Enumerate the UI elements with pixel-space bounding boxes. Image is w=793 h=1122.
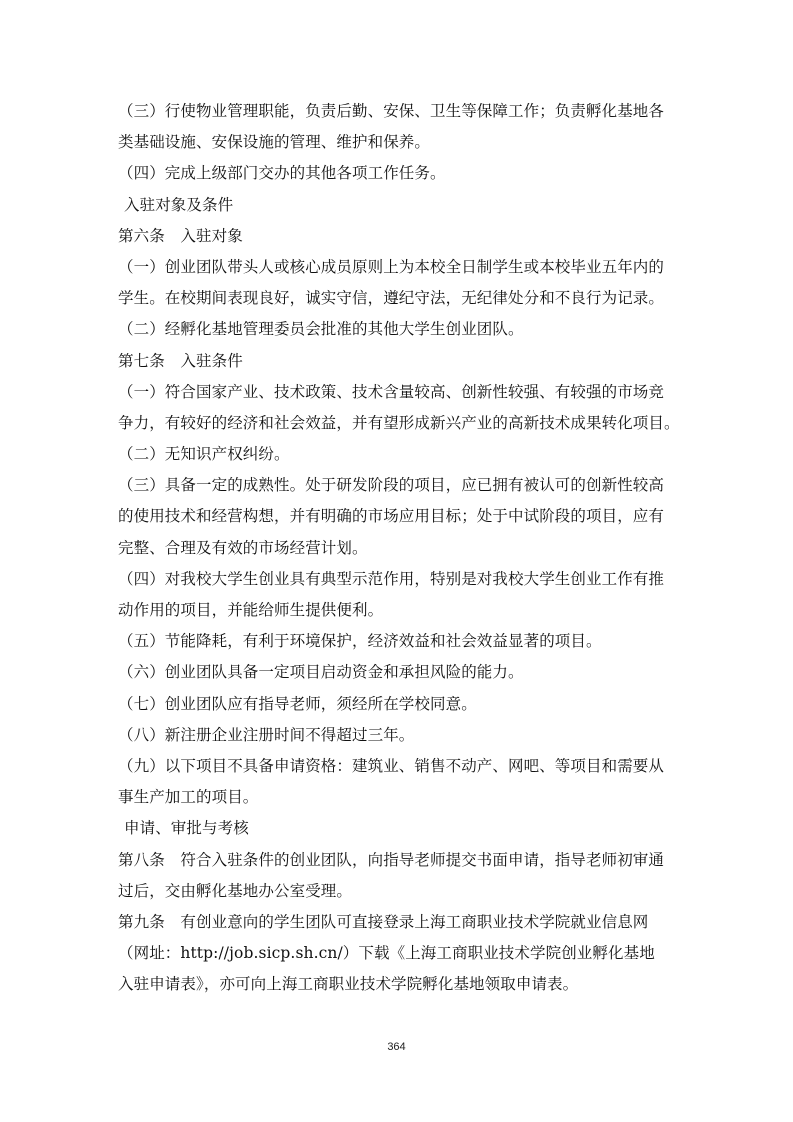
text-line: （七）创业团队应有指导老师，须经所在学校同意。 [118,694,477,713]
text-line: （四）完成上级部门交办的其他各项工作任务。 [118,164,446,183]
text-line: 第八条 符合入驻条件的创业团队，向指导老师提交书面申请，指导老师初审通 [118,850,665,869]
section-heading: 申请、审批与考核 [124,819,249,838]
text-line: 争力，有较好的经济和社会效益，并有望形成新兴产业的高新技术成果转化项目。 [118,413,680,432]
text-line: （六）创业团队具备一定项目启动资金和承担风险的能力。 [118,663,524,682]
text-line: （四）对我校大学生创业具有典型示范作用，特别是对我校大学生创业工作有推 [118,569,665,588]
text-line: 第九条 有创业意向的学生团队可直接登录上海工商职业技术学院就业信息网 [118,912,649,931]
text-line: （九）以下项目不具备申请资格：建筑业、销售不动产、网吧、等项目和需要从 [118,756,665,775]
text-line: 类基础设施、安保设施的管理、维护和保养。 [118,133,431,152]
section-heading: 入驻对象及条件 [124,195,234,214]
text-line: （一）创业团队带头人或核心成员原则上为本校全日制学生或本校毕业五年内的 [118,257,665,276]
text-line: 的使用技术和经营构想，并有明确的市场应用目标；处于中试阶段的项目，应有 [118,507,665,526]
text-line: 学生。在校期间表现良好，诚实守信，遵纪守法，无纪律处分和不良行为记录。 [118,289,665,308]
text-line: 过后，交由孵化基地办公室受理。 [118,881,353,900]
text-line: （八）新注册企业注册时间不得超过三年。 [118,725,415,744]
text-line: （三）行使物业管理职能，负责后勤、安保、卫生等保障工作；负责孵化基地各 [118,102,665,120]
text-line: 动作用的项目，并能给师生提供便利。 [118,601,384,619]
text-line: （五）节能降耗，有利于环境保护，经济效益和社会效益显著的项目。 [118,632,602,651]
text-line: 完整、合理及有效的市场经营计划。 [118,538,368,557]
text-line: （网址：http://job.sicp.sh.cn/）下载《上海工商职业技术学院创业孵化基地 [118,944,655,963]
text-line: （三）具备一定的成熟性。处于研发阶段的项目，应已拥有被认可的创新性较高 [118,476,665,495]
text-line: （二）经孵化基地管理委员会批准的其他大学生创业团队。 [118,320,524,339]
text-line: （二）无知识产权纠纷。 [118,445,290,464]
article-title: 第七条 入驻条件 [118,351,243,370]
document-body [118,96,684,1000]
text-line: （一）符合国家产业、技术政策、技术含量较高、创新性较强、有较强的市场竞 [118,382,665,401]
article-title: 第六条 入驻对象 [118,226,243,245]
text-line: 事生产加工的项目。 [118,788,259,807]
text-line: 入驻申请表》，亦可向上海工商职业技术学院孵化基地领取申请表。 [118,975,579,994]
page-number: 364 [387,1041,406,1053]
